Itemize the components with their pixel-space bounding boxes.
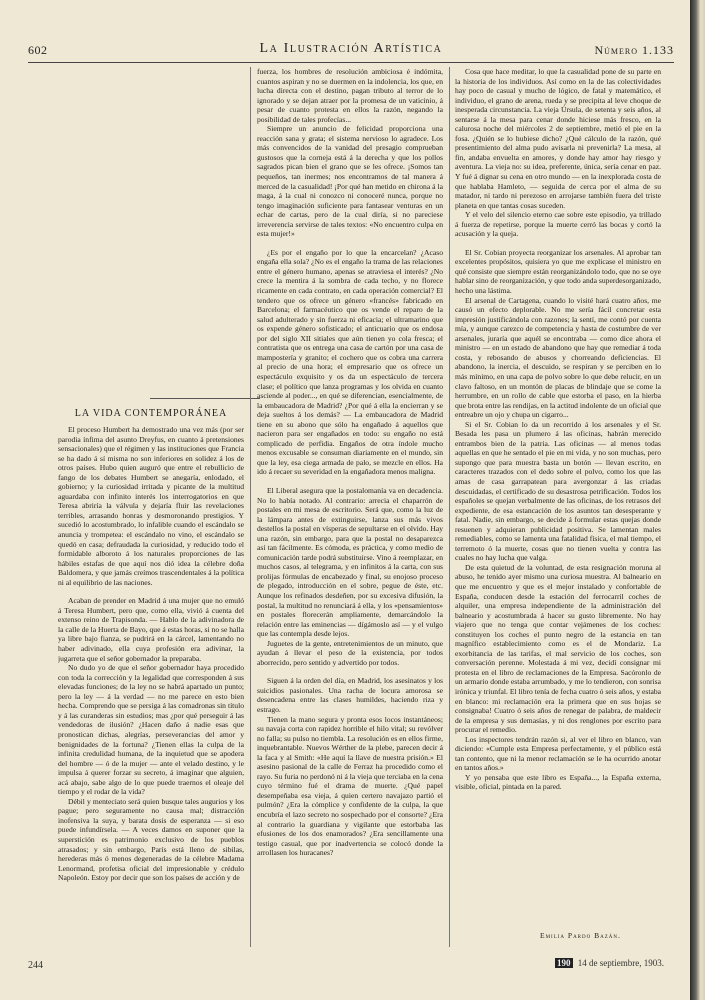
header-rule <box>28 62 674 63</box>
paragraph: No dudo yo de que el señor gobernador haya procedido con toda la corrección y la legalidad que corresponden á sus elevadas funciones; de la ley no se habrá apartado un punto; pero la ley — á la verdad — no me parece en esto bien hecha. Comprendo que se persiga á las comadronas sin título y á las curanderas sin estudios; mas ¿por qué perseguir á las vendedoras de ilusión? ¿Hacen daño á nadie esas que pronostican dichas, alegrías, perseverancias del amor y benignidades de la fortuna? ¿Tienen ellas la culpa de la infinita credulidad humana, de la inquietud que se apodera del hombre — ó de la mujer — ante el velado destino, y le impulsa á querer forzar su secreto, á imaginar que alguien, acá abajo, sabe algo de lo que puede traernos el oleaje del tiempo y el rodar de la vida? <box>58 663 244 797</box>
column-divider <box>250 67 251 947</box>
paragraph: De esta quietud de la voluntad, de esta resignación morunа al abuso, he tenido ayer mismo una curiosa muestra. Al balneario en que me encuentro y que es el mejor instalado y confortable de España, conducen desde la estación del ferrocarril coches de alquiler, una empresa independiente de la administración del balneario y acostumbrada á hacer su gusto libremente. No hay viajero que no tenga que contar vejámenes de los coches: constituyen los coches el punto negro de la estancia en tan magnífico establecimiento como es el de Mondariz. La exorbitancia de las tarifas, el mal servicio de los coches, son conversación perenne. Molestada á mi vez, decidí consignar mi protesta en el libro de reclamaciones de la Empresa. Sacóronlo de un armario donde estaba arrumbado, y me lo tendieron, con sonrisa irónica y triunfal. El libro tenía de fecha cuatro ó seis años, y estaba en blanco: mi reclamación era la primera que en sus hojas se consignaba! Cuatro ó seis años de renegar de palabra, de maldecir de la empresa y sus demasías, y ni dos renglones por escrito para procurar el remedio. <box>455 562 661 735</box>
paragraph: Siguen á la orden del día, en Madrid, los asesinatos y los suicidios pasionales. Una racha de locura amorosa se desencadena entre las clases humildes, haciendo riza y estrago. <box>257 676 443 714</box>
archive-stamp <box>555 958 664 968</box>
text-column-3 <box>455 67 661 917</box>
paragraph: Siempre un anuncio de felicidad proporciona una reacción sana y grata; el sistema nervioso lo agradece. Los más convencidos de la vanidad del presagio comprueban gustosos que la corneja está á la derecha y que los pollos sagrados pican bien el grano que se les ofrece. ¡Somos tan pequeños, tan inermes; nos encontramos de tal manera á merced de la casualidad! ¡Por qué han metido en chirona á la maga, á la cual ni conozco ni conoceré nunca, porque no tengo imaginación suficiente para fantasear venturas en un echar de cartas, pero de la cual diría, si no pareciese irreverencia servirse de tales textos: «No encuentro culpa en esta mujer!» <box>257 124 443 239</box>
paragraph: fuerza, los hombres de resolución ambiciosa é indómita, cuantos aspiran y no se duermen en la indolencia, los que, en lucha directa con el destino, pagan tributo al terror de lo ignorado y se dejan atraer por la promesa de un vaticinio, á pesar de cuanto protesta en ellos la razón, negando la posibilidad de tales profecías... <box>257 67 443 124</box>
paragraph: El arsenal de Cartagena, cuando lo visité hará cuatro años, me causó un efecto deplorable. No me sería fácil concretar esta impresión justificándola con razones; la sentí, me contó por cuenta mía, y aunque carezco de competencia y hasta de costumbre de ver arsenales, juraría que aquél se encontraba — como dice ahora el ministro — en un estado de abandono que hay que remediar á toda costa, y rebosando de abusos y chorreando deficiencias. El abandono, la inercia, el descuido, se respiran y se perciben en lo más mínimo, en una capa de polvo sobre lo que debe relucir, en un clavo faltoso, en un montón de placas de blindaje que se come la herrumbre, en un rollo de cable que estorba el paso, en la hierba que brota entre las rendijas, en la actitud indolente de un oficial que entreabre un ojo y chupa un cigarro... <box>455 295 661 420</box>
stamp-number: 190 <box>557 958 571 968</box>
stamp-date: 14 de septiembre, 1903. <box>577 958 664 968</box>
section-title: LA VIDA CONTEMPORÁNEA <box>74 408 228 419</box>
publication-title: La Ilustración Artística <box>259 41 443 56</box>
paragraph: Y yo pensaba que este libro es España..., la España externa, visible, oficial, pintada en la pared. <box>455 772 661 792</box>
text-column-1 <box>58 425 244 953</box>
issue-number: Número 1.133 <box>594 43 674 57</box>
archive-page-number: 244 <box>28 960 43 971</box>
illustration-area <box>58 67 244 392</box>
book-spine <box>690 0 705 1000</box>
paragraph: Los inspectores tendrán razón si, al ver el libro en blanco, van diciendo: «Cumple esta Empresa perfectamente, y el público está tan contento, que ni la menor reclamación se le ha ocurrido anotar en tantos años.» <box>455 734 661 773</box>
section-rule <box>150 398 260 399</box>
author-signature: Emilia Pardo Bazán. <box>540 931 621 940</box>
paragraph: El Sr. Cobian proyecta reorganizar los arsenales. Al aprobar tan excelentes propósitos, quisiera yo que me explicase el ministro en qué consiste que siempre están reorganizándolo todo, que no se oye hablar sino de reorganización, y que todo anda superdesorganizado, hecho una lástima. <box>455 247 661 296</box>
paragraph: El proceso Humbert ha demostrado una vez más (por ser parodia ínfima del asunto Dreyfus, en cuanto á pretensiones sensacionales) que el régimen y las instituciones que Francia se ha dado á sí misma no son inferiores en solidez á los de otros países. Hubo quien auguró que entre el rebullicio de fango de los debates Humbert se anegaría, enlodado, el gobierno; y la curiosidad irritada y picante de la multitud aguardaba con infinito interés los interrogatorios en que Teresa abriría la válvula y dejaría fluir las revelaciones terribles, arrasando honras y desmoronando prestigios. Y sucedió lo acostumbrado, lo infalible cuando el escándalo se anuncia y trompetea: el escándalo no vino, el escándalo se quedó en casa; defraudada la curiosidad, y reducido todo el formidable alboroto á los naturales proporciones de las hábiles estafas de que aquí nos dió idea la célebre doña Baldomera, y que jamás creímos trascendentales á la política ni al equilibrio de las naciones. <box>58 425 244 587</box>
paragraph: El Liberal asegura que la postalomanía va en decadencia. No lo había notado. Al contrario: arrecia el chaparrón de postales en mi mesa de escritorio. Será que, como la luz de la lámpara antes de extinguirse, lanza sus más vivos destellos la postal en vísperas de sepultarse en el olvido. Hay una razón, sin embargo, para que la postal no desaparezca así tan fácilmente. Es cómoda, es práctica, y como medio de comunicación tarde podrá substituirse. Vino á reemplazar, en muchos casos, al telegrama, y en infinitos á la carta, con sus prolijas fórmulas de encabezado y final, su enojoso proceso de plegado, introducción en el sobre, pegue de éste, etc. Aunque los refinados desdeñen, por su excesiva difusión, la postal, la multitud no renunciará á ella, y los «pensamientos» en postales florecerán ampliamente, demarcándolo la relación entre las eminencias — dígámoslo así — y el vulgo que las contempla desde lejos. <box>257 485 443 639</box>
paragraph: Débil y menteciato será quien busque tales augurios y los pague; pero seguramente no causa mal; distracción inofensiva la suya, y barata dosis de esperanza — si eso puede infundírsela. — A veces damos en suponer que la superstición es patrimonio exclusivo de los pueblos atrasados; y sin embargo, París está lleno de sibilas, herederas más ó menos degeneradas de la célebre Madama Lenormand, profetisa oficial del impresionable y crédulo Napoleón. Estoy por decir que son los países de acción y de <box>58 796 244 883</box>
paragraph: Si el Sr. Cobian lo da un recorrido á los arsenales y el Sr. Besada les pasa un plumero á las oficinas, habrán merecido entrambos bien de la patria. Las oficinas — al menos todas aquellas en que he sentado el pie en mi vida, y no son muchas, pero supongo que para muestra basta un botón — llevan escrito, en caracteres trazados con el dedo sobre el polvo, como los que las amas de casa garrapatean para avergonzar á las criadas descuidadas, el certificado de su desastrosa petrificación. Todos los españoles se quejan verbalmente de las oficinas, de los retrasos del expediente, de esa estancación de los asuntos tan desesperante y fatal. Nadie, sin embargo, se decide á formular estas quejas donde resuenen y adquieran publicidad positiva. Se lamentan males remediables, como se lamenta una fatalidad física, el mal tiempo, el terremoto ó la muerte, cosas que no tienen vuelta y contra las cuales no hay lucha que valga. <box>455 419 661 563</box>
paragraph: Tienen la mano segura y pronta esos locos instantáneos; su navaja corta con rapidez horrible el hilo vital; su revólver no falla; su pulso no tiembla. La resolución es en ellos firme, inquebrantable. Nuevos Wérther de la plebe, parecen decir á la faca y al Smith: «He aquí la llave de nuestra prisión.» El asesino pasional de la calle de Ferraz ha procedido como el rayo. Su furia no perdonó ni á la vieja que terciaba en la cena cuyo término fué el drama de muerte. ¿Qué papel desempeñaba esa vieja, á quien certero navajazo partió el pulmón? ¿Era la cómplice y confidente de la culpa, la que encubría el lazo secreto no sospechado por el consorte? ¿Era al contrario la guardiana y vigilante que estorbaba las efusiones de los dos enamorados? ¿Era sencillamente una testigo casual, que por inadvertencia se colocó donde la arrollasen los huracanes? <box>257 714 443 858</box>
text-column-2 <box>257 67 443 917</box>
paragraph: ¿Es por el engaño por lo que la encarcelan? ¿Acaso engaña ella sola? ¿No es el engaño la trama de las relaciones entre el género humano, apenas se atraviesa el interés? ¿No crece la mentira á la sombra de cada techo, y no florece ricamente en cada contrato, en cada operación comercial? El tendero que os ofrece un género «francés» fabricado en Barcelona; el farmacéutico que os vende el reparo de la salud adulterado y sin fuerza ni eficacia; el ultramarino que os expende género sofisticado; el anticuario que os endosa por del siglo XII sitiales que aún tienen yo cola fresca; el contratista que os entrega una casa de cartón por una casa de mampostería y granito; el cochero que os cobra una carrera al precio de una hora; el empresario que os ofrece un espectáculo exquisito y os da un espectáculo de tercera clase; el político que lanza programas y los olvida en cuanto asciende al poder..., en qué se diferencian, esencialmente, de la embaucadora de Madrid? ¿Por qué á ella la encierran y se deja sueltos á los demás? — La embaucadora de Madrid tiene en su abono que sólo ha engañado á aquellos que nacieron para ser engañados en todo: su engaño no está complicado de perfidia. Engaños de otra índole mucho menos excusable se consuman diariamente en el mundo, sin que la ley, esa ciega armada de palo, se mezcle en ellos. Ha ido á recaer su severidad en la engañadora menos maligna. <box>257 247 443 477</box>
page-header <box>28 40 674 62</box>
column-divider <box>449 67 450 947</box>
paragraph: Y el velo del silencio eterno cae sobre este episodio, ya trillado á fuerza de repetirse, porque la muerte cerró las bocas y cortó la acusación y la queja. <box>455 210 661 239</box>
paragraph: Juguetes de la gente, entretenimientos de un minuto, que ayudan á llevar el peso de la existencia, por todos aborrecido, pero sentido y advertido por todos. <box>257 638 443 667</box>
paragraph: Acaban de prender en Madrid á una mujer que no emuló á Teresa Humbert, pero que, como ella, vivió á cuenta del extenso reino de Trapisonda. — Hablo de la adivinadora de la calle de la Huerta de Bayo, que á estas horas, si no se halla ya libre bajo fianza, se pudrirá en la cárcel, lamentando no haber adivinado, ella cuya profesión era adivinar, la jugarreta que el señor gobernador la preparaba. <box>58 596 244 663</box>
paragraph: Cosa que hace meditar, lo que la casualidad pone de su parte en la historia de los individuos. Así como en la de las colectividades hay poco de casual y mucho de lógico, de fatal y matemático, el individuo, el grano de arena, rueda y se precipita al leve choque de inesperada circunstancia. La vieja Úrsula, de setenta y seis años, al sentarse á la mesa para cenar donde hiciese más fresco, en la calurosa noche del miércoles 2 de septiembre, metió el pie en la fosa. ¿Quién se lo hubiese dicho? ¿Qué cálculo de la razón, qué presentimiento del alma pudo avisarla ni prevenirla? La mesa, al fin, andaba envuelta en amores, y donde hay amor hay riesgo y aventura. La vieja no: su idea, preferente, única, sería cenar en paz. Y fué á dignar su cena en otro mundo — en la inexplorada costa de que hablaba Hamleto, — seguida de cerca por el alma de su matador, ni tardo ni perezoso en arrojarse también fuera del triste planeta en que tantas cosas suceden. <box>455 67 661 210</box>
page-number: 602 <box>28 43 48 57</box>
